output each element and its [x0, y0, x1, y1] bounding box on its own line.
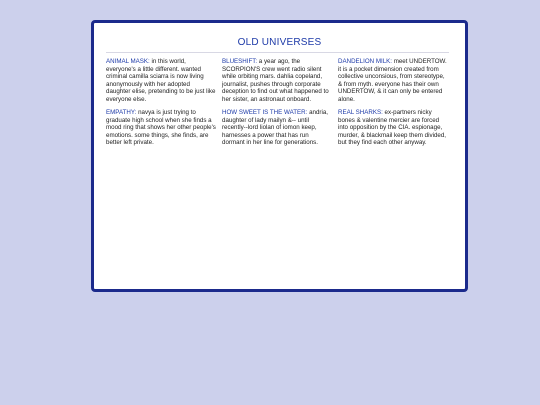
universe-grid: [106, 58, 452, 147]
entry-real-sharks: [338, 109, 448, 147]
entry-dandelion-milk: [338, 58, 448, 103]
entry-name[interactable]: HOW SWEET IS THE WATER:: [222, 109, 308, 116]
content-card: [91, 20, 468, 292]
divider: [106, 52, 449, 53]
entry-description: navya is just trying to graduate high school when she finds a mood ring that shows her other people's emotions. some things, she finds, are better left private.: [106, 109, 216, 146]
page-title: OLD UNIVERSES: [237, 37, 322, 48]
entry-name[interactable]: DANDELION MILK:: [338, 58, 392, 65]
entry-description: in this world, everyone's a little different. wanted criminal camilla sciarra is now living anonymously with her adopted daughter elise, pretending to be just like everyone else.: [106, 58, 216, 103]
entry-description: meet UNDERTOW. it is a pocket dimension created from collective unconsious, from stereotype, & from myth. everyone has their own UNDERTOW, & it can only be entered alone.: [338, 58, 447, 103]
entry-name[interactable]: EMPATHY:: [106, 109, 137, 116]
entry-blueshift: [222, 58, 332, 103]
entry-how-sweet-is-the-water: [222, 109, 332, 147]
entry-description: ex-partners nicky bones & valentine mercier are forced into opposition by the CIA. espionage, murder, & blackmail keep them divided, but they find each other anyway.: [338, 109, 446, 146]
entry-name[interactable]: BLUESHIFT:: [222, 58, 258, 65]
entry-description: andria, daughter of lady mailyn &-- until recently--lord liolan of iomon keep, harnesses a power that has run dormant in her line for generations.: [222, 109, 329, 146]
entry-name[interactable]: REAL SHARKS:: [338, 109, 383, 116]
entry-animal-mask: [106, 58, 216, 103]
entry-empathy: [106, 109, 216, 147]
entry-description: a year ago, the SCORPION'S crew went radio silent while orbiting mars. dahlia copeland, journalist, pushes through corporate deception to find out what happened to her sister, an astronaut onboard.: [222, 58, 329, 103]
entry-name[interactable]: ANIMAL MASK:: [106, 58, 150, 65]
